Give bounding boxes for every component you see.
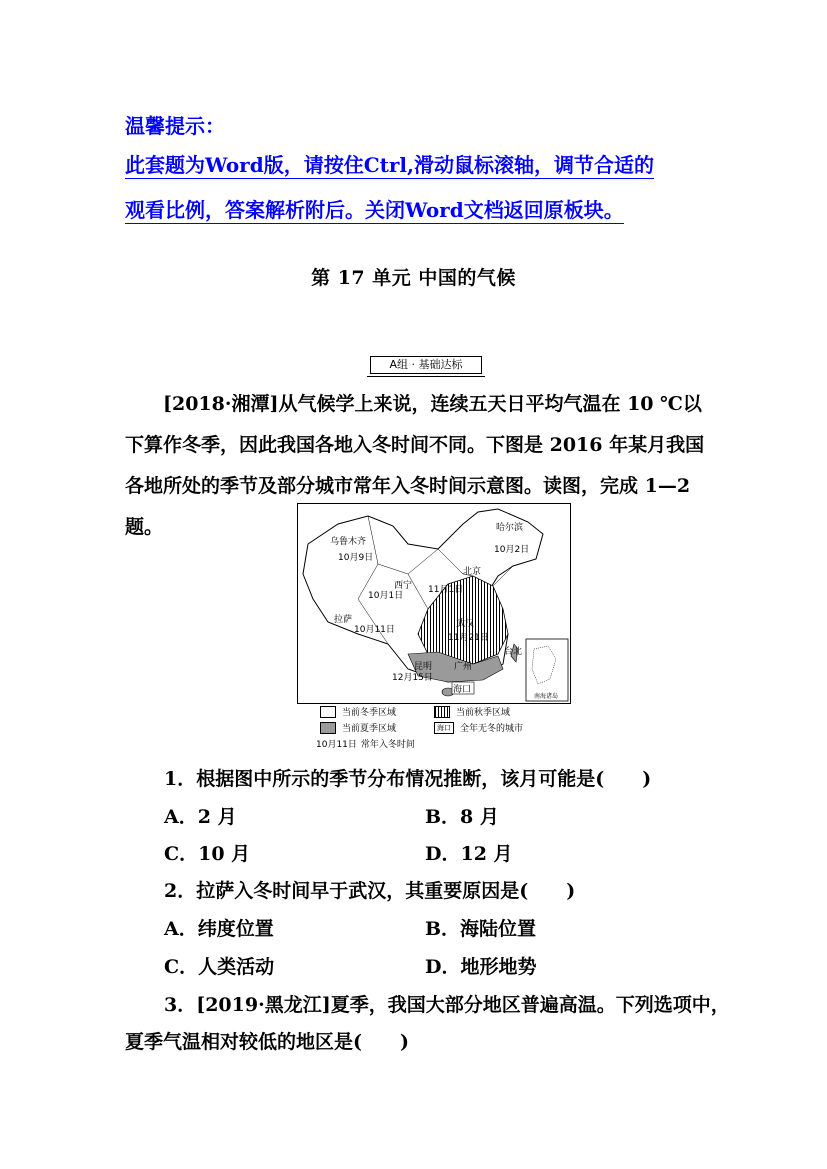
date-kunming: 12月15日 <box>392 673 433 683</box>
map-legend <box>316 705 546 751</box>
question-2-stem: 2．拉萨入冬时间早于武汉，其重要原因是( ) <box>164 880 576 902</box>
question-1-option-c: C．10 月 <box>164 843 251 865</box>
intro-paragraph: [2018·湘潭]从气候学上来说，连续五天日平均气温在 10 ℃以下算作冬季，因此我国各地入冬时间不同。下图是 2016 年某月我国各地所处的季节及部分城市常年入冬时间示意图。读图，完成 1—2 题。 <box>125 393 705 538</box>
legend-date: 10月11日 常年入冬时间 <box>316 740 415 750</box>
autumn-swatch <box>434 706 450 718</box>
city-harbin: 哈尔滨 <box>496 523 524 533</box>
date-lhasa: 10月11日 <box>354 625 395 635</box>
map-svg <box>298 504 570 703</box>
date-extra: 11月1日 <box>428 585 464 595</box>
china-season-map <box>297 503 571 704</box>
date-xining: 10月1日 <box>368 591 404 601</box>
city-lhasa: 拉萨 <box>334 615 353 625</box>
legend-no-winter: 海口 全年无冬的城市 <box>434 721 523 734</box>
city-beijing: 北京 <box>463 567 482 577</box>
group-tag: A组 · 基础达标 <box>370 356 482 374</box>
city-kunming: 昆明 <box>414 662 433 672</box>
question-2-option-d: D．地形地势 <box>425 956 537 978</box>
question-1-stem: 1．根据图中所示的季节分布情况推断，该月可能是( ) <box>164 768 652 790</box>
no-winter-city-swatch: 海口 <box>434 722 454 734</box>
city-guangzhou: 广州 <box>454 662 473 672</box>
city-urumqi: 乌鲁木齐 <box>330 537 367 547</box>
tip-line-2: 观看比例，答案解析附后。关闭Word文档返回原板块。 <box>125 198 624 222</box>
inset-label: 南海诸岛 <box>534 693 559 700</box>
date-wuhan: 11月21日 <box>448 633 489 643</box>
city-taipei: 台北 <box>504 647 523 657</box>
unit-title: 第 17 单元 中国的气候 <box>311 267 516 289</box>
date-harbin: 10月2日 <box>494 545 530 555</box>
legend-winter: 当前冬季区域 <box>320 705 396 718</box>
question-2-option-b: B．海陆位置 <box>425 918 537 940</box>
question-2-option-c: C．人类活动 <box>164 956 275 978</box>
summer-swatch <box>320 722 336 734</box>
question-1-option-d: D．12 月 <box>425 843 513 865</box>
date-urumqi: 10月9日 <box>338 553 374 563</box>
legend-summer: 当前夏季区域 <box>320 721 396 734</box>
question-3-line-2: 夏季气温相对较低的地区是( ) <box>125 1031 409 1053</box>
legend-autumn: 当前秋季区域 <box>434 705 510 718</box>
city-haikou: 海口 <box>453 685 472 695</box>
question-1-option-a: A．2 月 <box>164 806 237 828</box>
city-xining: 西宁 <box>394 581 413 591</box>
question-2-option-a: A．纬度位置 <box>164 918 274 940</box>
question-3-line-1: 3．[2019·黑龙江]夏季，我国大部分地区普遍高温。下列选项中， <box>164 994 730 1016</box>
tip-title: 温馨提示： <box>125 114 225 138</box>
question-1-option-b: B．8 月 <box>425 806 499 828</box>
winter-swatch <box>320 706 336 718</box>
tip-line-1: 此套题为Word版，请按住Ctrl,滑动鼠标滚轴，调节合适的 <box>125 153 654 177</box>
city-wuhan: 武汉 <box>456 619 475 629</box>
